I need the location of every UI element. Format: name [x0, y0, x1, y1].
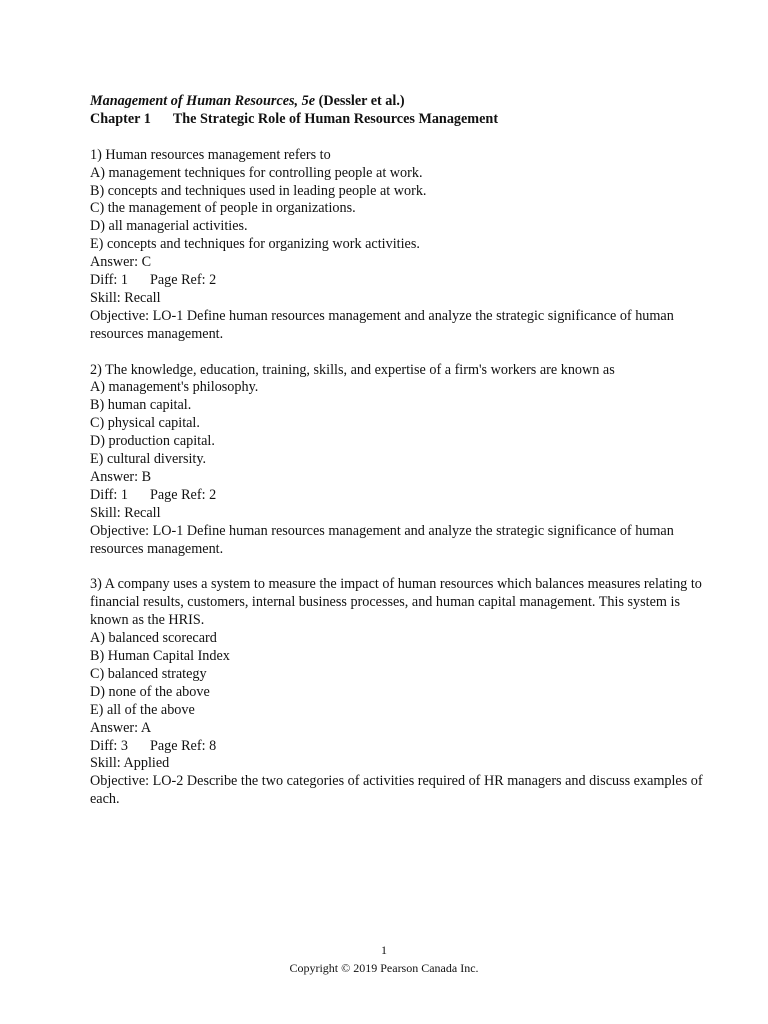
option-e: E) all of the above	[90, 701, 195, 718]
chapter-title: The Strategic Role of Human Resources Management	[172, 110, 499, 127]
chapter-header	[90, 111, 710, 129]
answer: Answer: A	[90, 719, 152, 736]
page-ref: Page Ref: 2	[149, 272, 217, 289]
question-3	[90, 576, 710, 809]
option-a: A) management's philosophy.	[90, 379, 259, 396]
option-e: E) cultural diversity.	[90, 451, 207, 468]
question-stem: 1) Human resources management refers to	[90, 146, 331, 163]
option-d: D) none of the above	[90, 683, 210, 700]
answer: Answer: B	[90, 469, 152, 485]
spacer	[90, 344, 710, 362]
page-ref: Page Ref: 8	[149, 737, 217, 754]
skill: Skill: Applied	[90, 755, 170, 772]
option-d: D) all managerial activities.	[90, 218, 248, 235]
question-2	[90, 362, 710, 559]
difficulty: Diff: 3	[90, 737, 128, 754]
difficulty-line	[90, 272, 710, 290]
difficulty: Diff: 1	[90, 486, 128, 503]
objective: Objective: LO-2 Describe the two categories of activities required of HR managers and discuss examples of each.	[90, 773, 703, 808]
option-b: B) human capital.	[90, 397, 192, 414]
book-title: Management of Human Resources, 5e	[90, 93, 316, 109]
book-header	[90, 93, 710, 111]
page-number: 1	[381, 943, 387, 957]
skill: Skill: Recall	[90, 504, 161, 521]
option-e: E) concepts and techniques for organizing work activities.	[90, 236, 420, 253]
option-b: B) Human Capital Index	[90, 648, 230, 665]
option-b: B) concepts and techniques used in leading people at work.	[90, 182, 427, 199]
spacer	[90, 559, 710, 577]
page-content	[90, 93, 710, 809]
objective: Objective: LO-1 Define human resources management and analyze the strategic significance of human resources management.	[90, 522, 674, 557]
page-ref: Page Ref: 2	[149, 486, 217, 503]
question-1	[90, 147, 710, 344]
book-authors: (Dessler et al.)	[318, 93, 405, 109]
option-a: A) balanced scorecard	[90, 630, 217, 647]
option-d: D) production capital.	[90, 433, 215, 450]
difficulty-line	[90, 487, 710, 505]
spacer	[90, 129, 710, 147]
question-stem: 2) The knowledge, education, training, skills, and expertise of a firm's workers are known as	[90, 361, 615, 378]
option-c: C) balanced strategy	[90, 665, 207, 682]
question-stem: 3) A company uses a system to measure the impact of human resources which balances measures relating to financial results, customers, internal business processes, and human capital management. This system is known as the HRIS.	[90, 576, 702, 629]
copyright-notice: Copyright © 2019 Pearson Canada Inc.	[289, 961, 479, 975]
chapter-label: Chapter 1	[90, 110, 151, 127]
answer: Answer: C	[90, 254, 152, 271]
option-c: C) the management of people in organizations.	[90, 200, 356, 217]
difficulty-line	[90, 738, 710, 756]
skill: Skill: Recall	[90, 289, 161, 306]
difficulty: Diff: 1	[90, 272, 128, 289]
objective: Objective: LO-1 Define human resources management and analyze the strategic significance of human resources management.	[90, 307, 674, 342]
option-a: A) management techniques for controlling people at work.	[90, 164, 423, 181]
option-c: C) physical capital.	[90, 415, 200, 432]
